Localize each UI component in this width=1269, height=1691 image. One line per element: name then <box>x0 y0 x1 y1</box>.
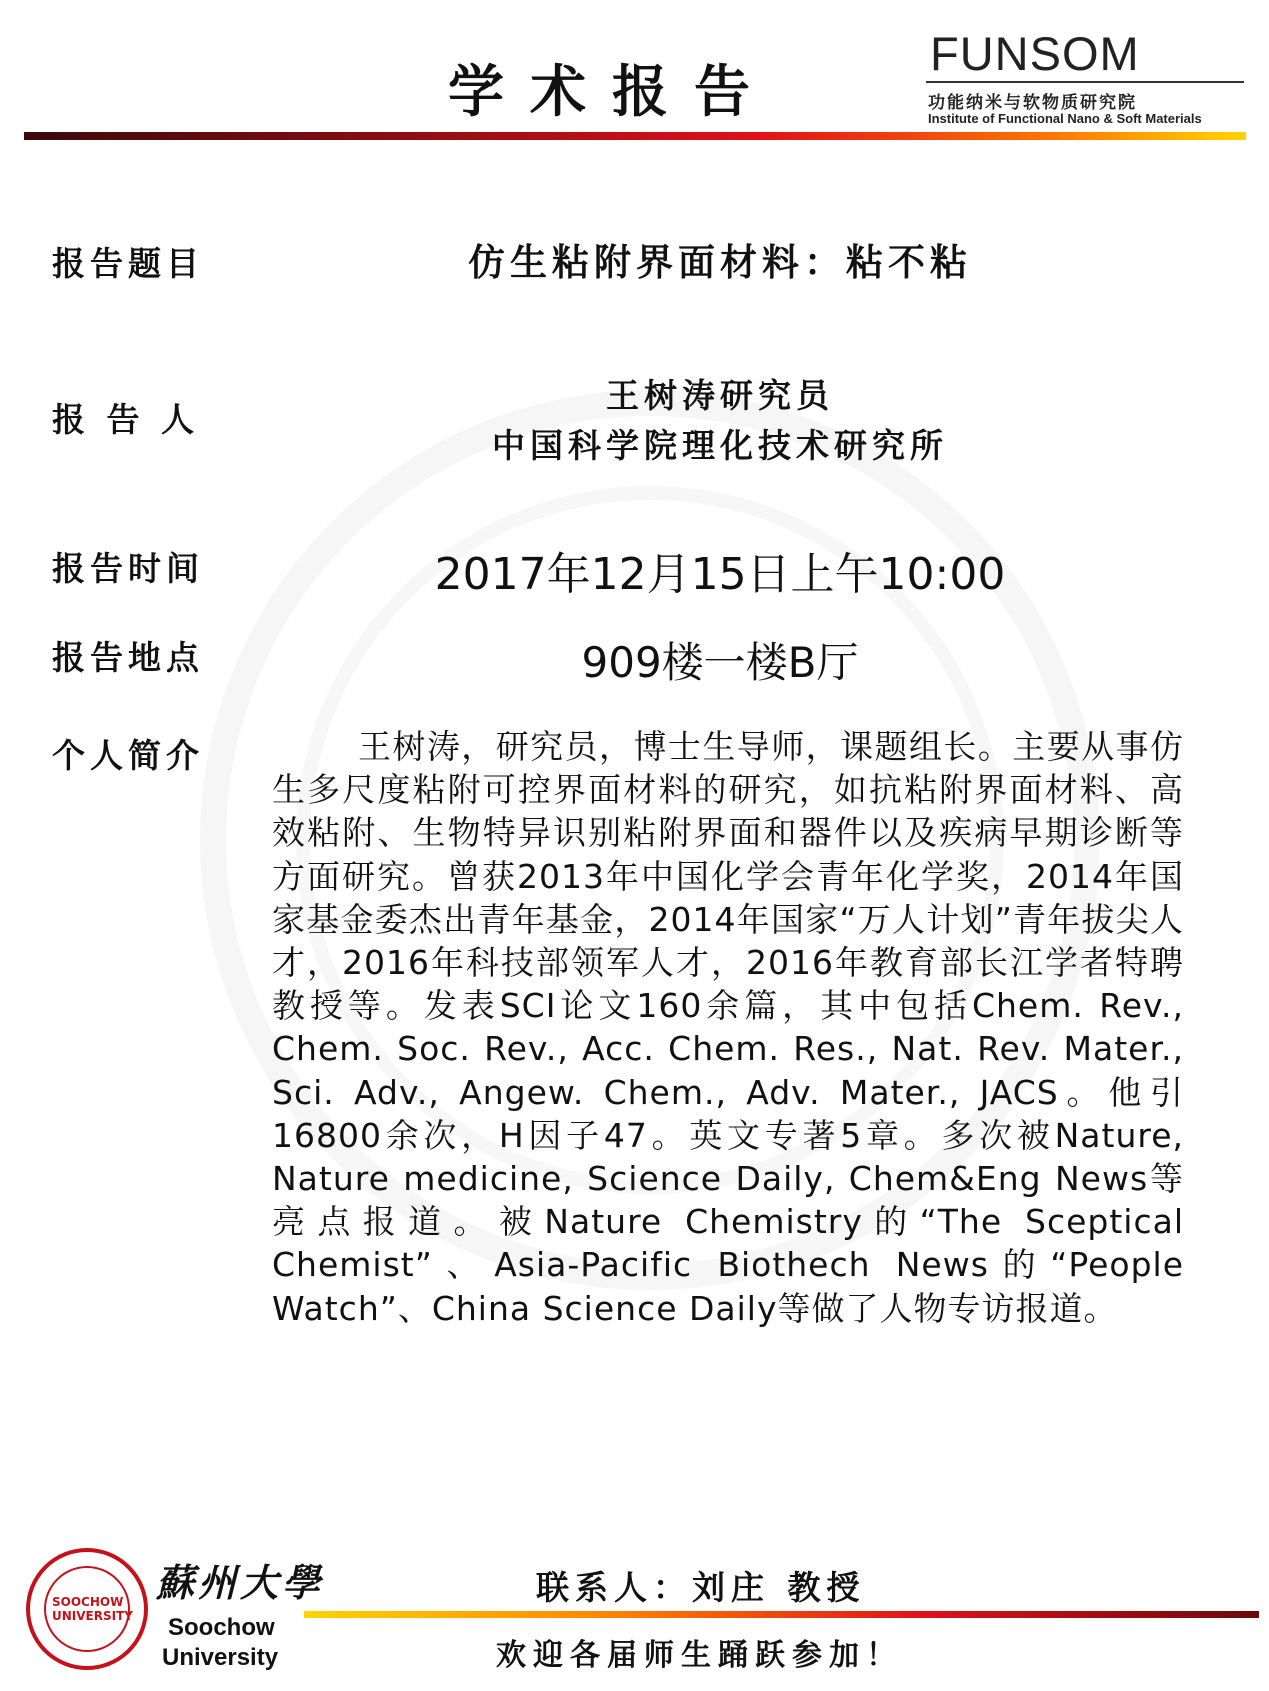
welcome-message: 欢迎各届师生踊跃参加！ <box>496 1638 903 1673</box>
topic-label: 报告题目 <box>52 244 204 283</box>
logo-divider <box>926 81 1244 83</box>
funsom-logo: FUNSOM <box>930 27 1140 80</box>
logo-cn-text: 功能纳米与软物质研究院 <box>928 93 1137 113</box>
contact-person: 联系人：刘庄 教授 <box>536 1568 866 1607</box>
time-label: 报告时间 <box>52 549 204 588</box>
page-title: 学术报告 <box>448 60 776 125</box>
seal-center <box>44 1566 133 1652</box>
seal-text: SOOCHOW UNIVERSITY <box>52 1595 133 1623</box>
place-value: 909楼一楼B厅 <box>581 638 859 687</box>
place-label: 报告地点 <box>52 638 204 677</box>
university-name-en-2: University <box>162 1644 279 1671</box>
bio-text: 王树涛，研究员，博士生导师，课题组长。主要从事仿生多尺度粘附可控界面材料的研究，如抗粘附界面材料、高效粘附、生物特异识别粘附界面和器件以及疾病早期诊断等方面研究。曾获2013年中国化学会青年化学奖，2014年国家基金委杰出青年基金，2014年国家“万人计划”青年拔尖人才，2016年科技部领军人才，2016年教育部长江学者特聘教授等。发表SCI论文160余篇，其中包括Chem. Rev., Chem. Soc. Rev., Acc. Chem. Res., Nat. Rev. Mater., Sci. Adv., Angew. Chem., Adv. Mater., JACS。他引16800余次，H因子47。英文专著5章。多次被Nature, Nature medicine, Science Daily, Chem&Eng News等亮点报道。被Nature Chemistry的“The Sceptical Chemist”、Asia-Pacific Biothech News的“People Watch”、China Science Daily等做了人物专访报道。 <box>272 727 1184 1328</box>
speaker-institution: 中国科学院理化技术研究所 <box>492 426 948 465</box>
bio-label: 个人简介 <box>52 736 204 775</box>
time-value: 2017年12月15日上午10:00 <box>434 549 1006 600</box>
speaker-name: 王树涛研究员 <box>606 376 834 415</box>
university-seal-icon <box>26 1548 148 1670</box>
header-gradient-bar <box>24 132 1246 140</box>
logo-en-text: Institute of Functional Nano & Soft Materials <box>928 111 1202 126</box>
topic-value: 仿生粘附界面材料：粘不粘 <box>468 241 972 284</box>
university-name-en-1: Soochow <box>168 1614 275 1641</box>
university-name-cn: 蘇州大學 <box>156 1560 325 1605</box>
footer-gradient-bar <box>304 1611 1259 1618</box>
speaker-label: 报 告 人 <box>52 400 199 439</box>
